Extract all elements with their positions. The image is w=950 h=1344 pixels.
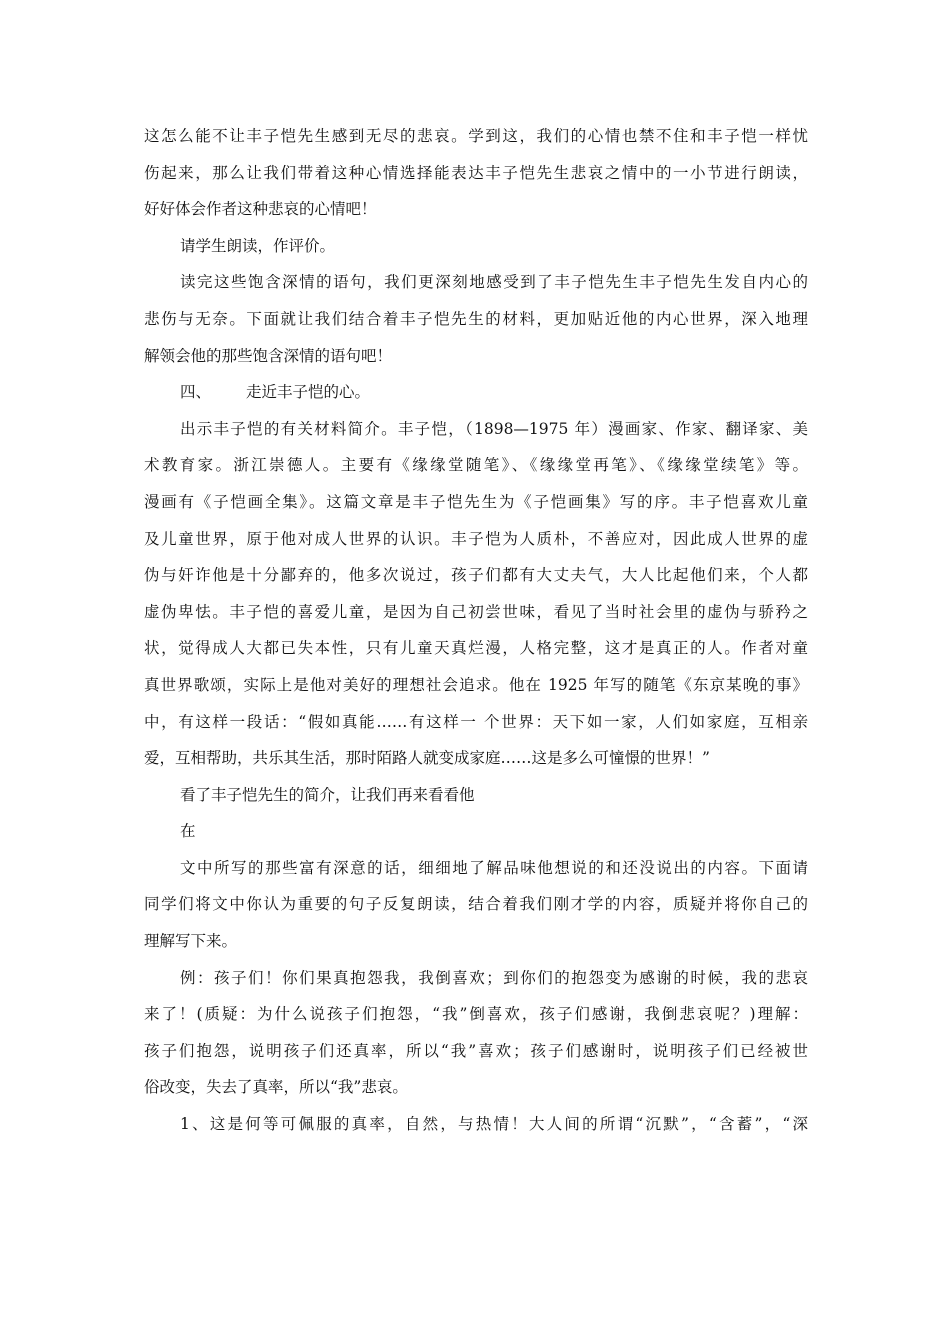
text-line: 真世界歌颂，实际上是他对美好的理想社会追求。他在 1925 年写的随笔《东京某晚的事》 bbox=[144, 675, 808, 694]
paragraph-line: 例：孩子们！你们果真抱怨我，我倒喜欢；到你们的抱怨变为感谢的时候，我的悲哀 bbox=[180, 968, 808, 987]
text-line: 术教育家。浙江崇德人。主要有《缘缘堂随笔》、《缘缘堂再笔》、《缘缘堂续笔》等。 bbox=[144, 456, 808, 475]
text-line: 来了！(质疑：为什么说孩子们抱怨，“我”倒喜欢，孩子们感谢，我倒悲哀呢？)理解： bbox=[144, 1005, 808, 1024]
text-line: 理解写下来。 bbox=[144, 932, 238, 951]
paragraph-line: 出示丰子恺的有关材料简介。丰子恺，（1898—1975 年）漫画家、作家、翻译家、美 bbox=[180, 419, 808, 438]
paragraph-line: 在 bbox=[180, 822, 196, 841]
paragraph-line: 读完这些饱含深情的语句，我们更深刻地感受到了丰子恺先生丰子恺先生发自内心的 bbox=[180, 273, 808, 292]
paragraph-line: 请学生朗读，作评价。 bbox=[180, 236, 336, 255]
text-line: 中，有这样一段话：“假如真能……有这样一 个世界：天下如一家，人们如家庭，互相亲 bbox=[144, 712, 808, 731]
paragraph-line: 1、这是何等可佩服的真率，自然，与热情！大人间的所谓“沉默”，“含蓄”，“深 bbox=[180, 1115, 809, 1134]
text-line: 好好体会作者这种悲哀的心情吧！ bbox=[144, 200, 377, 219]
text-line: 悲伤与无奈。下面就让我们结合着丰子恺先生的材料，更加贴近他的内心世界，深入地理 bbox=[144, 309, 808, 328]
section-number: 四、 bbox=[180, 383, 212, 402]
paragraph-line: 看了丰子恺先生的简介，让我们再来看看他 bbox=[180, 785, 475, 804]
section-title: 走近丰子恺的心。 bbox=[246, 383, 371, 402]
text-line: 伪与奸诈他是十分鄙弃的，他多次说过，孩子们都有大丈夫气，大人比起他们来，个人都 bbox=[144, 566, 808, 585]
text-line: 虚伪卑怯。丰子恺的喜爱儿童，是因为自己初尝世味，看见了当时社会里的虚伪与骄矜之 bbox=[144, 602, 808, 621]
text-line: 及儿童世界，原于他对成人世界的认识。丰子恺为人质朴，不善应对，因此成人世界的虚 bbox=[144, 529, 808, 548]
text-line: 漫画有《子恺画全集》。这篇文章是丰子恺先生为《子恺画集》写的序。丰子恺喜欢儿童 bbox=[144, 492, 808, 511]
paragraph-line: 文中所写的那些富有深意的话，细细地了解品味他想说的和还没说出的内容。下面请 bbox=[180, 858, 808, 877]
text-line: 伤起来，那么让我们带着这种心情选择能表达丰子恺先生悲哀之情中的一小节进行朗读， bbox=[144, 163, 808, 182]
text-line: 同学们将文中你认为重要的句子反复朗读，结合着我们刚才学的内容，质疑并将你自己的 bbox=[144, 895, 808, 914]
text-line: 俗改变，失去了真率，所以“我”悲哀。 bbox=[144, 1078, 408, 1097]
document-body bbox=[144, 118, 808, 1143]
text-line: 这怎么能不让丰子恺先生感到无尽的悲哀。学到这，我们的心情也禁不住和丰子恺一样忧 bbox=[144, 127, 808, 145]
text-line: 爱，互相帮助，共乐其生活，那时陌路人就变成家庭……这是多么可憧憬的世界！” bbox=[144, 749, 710, 768]
text-line: 解领会他的那些饱含深情的语句吧！ bbox=[144, 346, 393, 365]
text-line: 孩子们抱怨，说明孩子们还真率，所以“我”喜欢；孩子们感谢时，说明孩子们已经被世 bbox=[144, 1041, 808, 1060]
text-line: 状，觉得成人大都已失本性，只有儿童天真烂漫，人格完整，这才是真正的人。作者对童 bbox=[144, 639, 808, 658]
section-heading bbox=[144, 374, 808, 411]
